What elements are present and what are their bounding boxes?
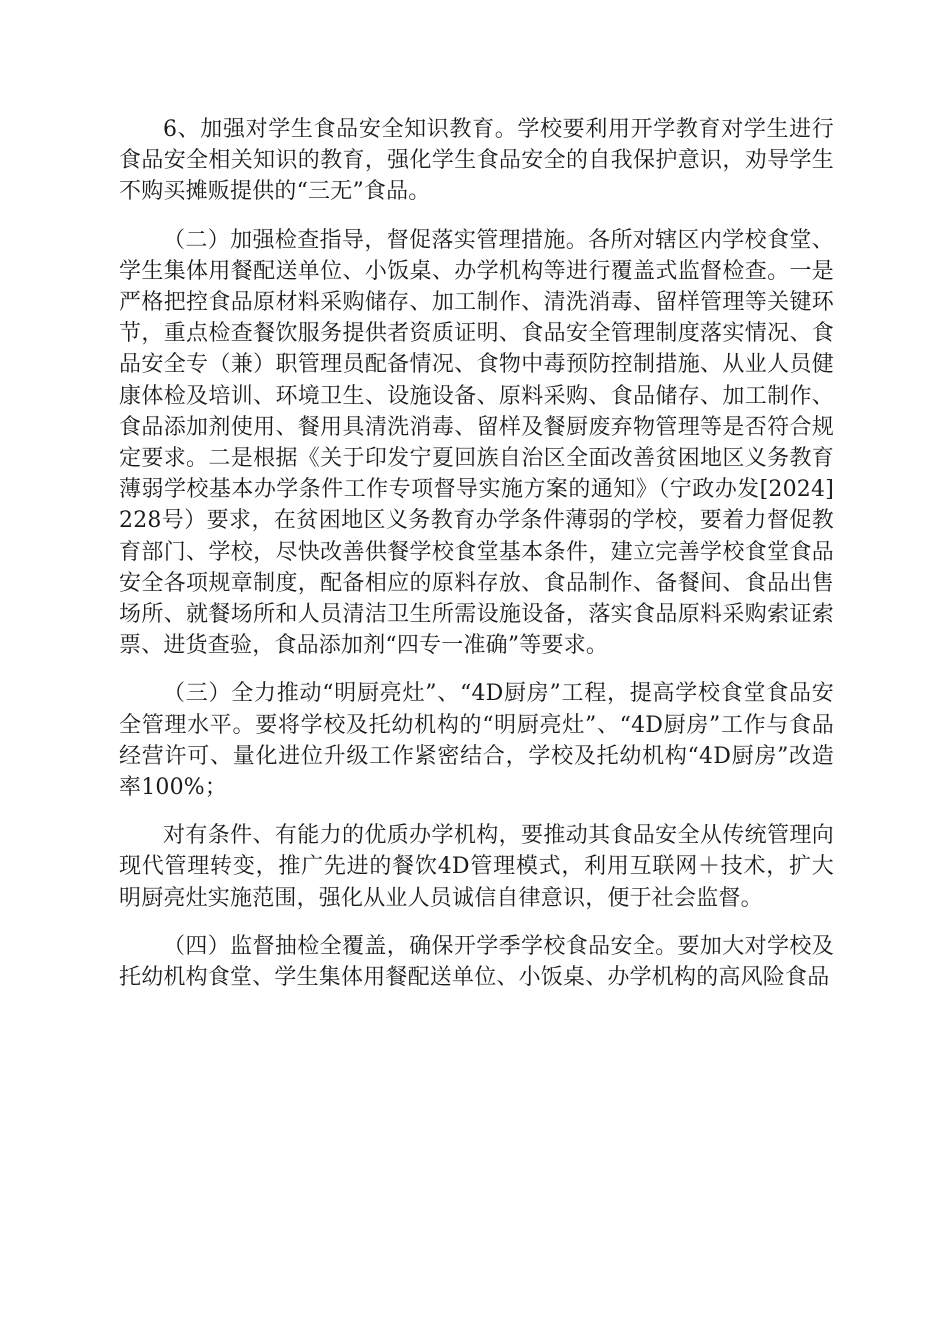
paragraph-inspection-guidance: （二）加强检查指导，督促落实管理措施。各所对辖区内学校食堂、学生集体用餐配送单位、小饭桌、办学机构等进行覆盖式监督检查。一是严格把控食品原材料采购储存、加工制作、清洗消毒、留样管理等关键环节，重点检查餐饮服务提供者资质证明、食品安全管理制度落实情况、食品安全专（兼）职管理员配备情况、食物中毒预防控制措施、从业人员健康体检及培训、环境卫生、设施设备、原料采购、食品储存、加工制作、食品添加剂使用、餐用具清洗消毒、留样及餐厨废弃物管理等是否符合规定要求。二是根据《关于印发宁夏回族自治区全面改善贫困地区义务教育薄弱学校基本办学条件工作专项督导实施方案的通知》（宁政办发[2024]228号）要求，在贫困地区义务教育办学条件薄弱的学校，要着力督促教育部门、学校，尽快改善供餐学校食堂基本条件，建立完善学校食堂食品安全各项规章制度，配备相应的原料存放、食品制作、备餐间、食品出售场所、就餐场所和人员清洁卫生所需设施设备，落实食品原料采购索证索票、进货查验，食品添加剂“四专一准确”等要求。 xyxy=(119,227,834,659)
paragraph-student-education: 6、加强对学生食品安全知识教育。学校要利用开学教育对学生进行食品安全相关知识的教育，强化学生食品安全的自我保护意识，劝导学生不购买摊贩提供的“三无”食品。 xyxy=(119,117,834,205)
paragraph-bright-kitchen: （三）全力推动“明厨亮灶”、“4D厨房”工程，提高学校食堂食品安全管理水平。要将学校及托幼机构的“明厨亮灶”、“4D厨房”工作与食品经营许可、量化进位升级工作紧密结合，学校及托幼机构“4D厨房”改造率100%； xyxy=(119,681,834,801)
paragraph-modern-management: 对有条件、有能力的优质办学机构，要推动其食品安全从传统管理向现代管理转变，推广先进的餐饮4D管理模式，利用互联网＋技术，扩大明厨亮灶实施范围，强化从业人员诚信自律意识，便于社会监督。 xyxy=(119,823,834,911)
paragraph-sampling-coverage: （四）监督抽检全覆盖，确保开学季学校食品安全。要加大对学校及托幼机构食堂、学生集体用餐配送单位、小饭桌、办学机构的高风险食品 xyxy=(119,933,834,991)
document-body xyxy=(119,114,834,1010)
